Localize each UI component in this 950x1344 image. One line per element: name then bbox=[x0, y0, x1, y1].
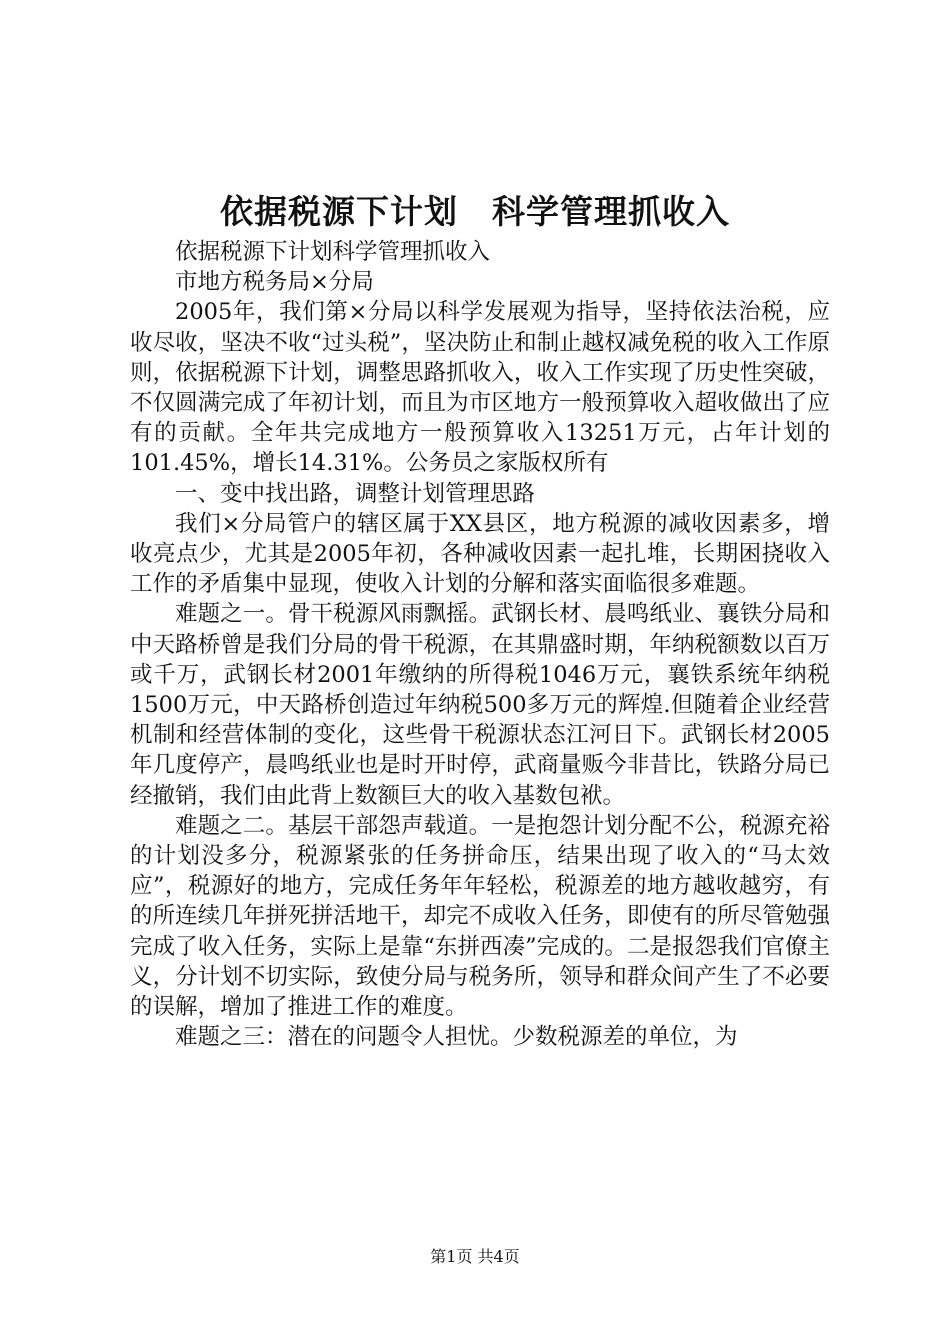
paragraph-author: 市地方税务局×分局 bbox=[175, 269, 374, 296]
section-heading: 一、变中找出路，调整计划管理思路 bbox=[175, 480, 536, 507]
document-title: 依据税源下计划 科学管理抓收入 bbox=[220, 192, 730, 231]
page-footer: 第1页 共4页 bbox=[430, 1247, 520, 1266]
paragraph: 2005年，我们第×分局以科学发展观为指导，坚持依法治税，应收尽收，坚决不收“过头税”，坚决防止和制止越权减免税的收入工作原则，依据税源下计划，调整思路抓收入，收入工作实现了历史性突破，不仅圆满完成了年初计划，而且为市区地方一般预算收入超收做出了应有的贡献。全年共完成地方一般预算收入13251万元，占年计划的101.45%，增长14.31%。公务员之家版权所有 bbox=[130, 299, 830, 477]
paragraph: 难题之三：潜在的问题令人担忧。少数税源差的单位，为 bbox=[175, 1024, 738, 1051]
paragraph: 难题之二。基层干部怨声载道。一是抱怨计划分配不公，税源充裕的计划没多分，税源紧张的任务拼命压，结果出现了收入的“马太效应”，税源好的地方，完成任务年年轻松，税源差的地方越收越穷，有的所连续几年拼死拼活地干，却完不成收入任务，即使有的所尽管勉强完成了收入任务，实际上是靠“东拼西凑”完成的。二是报怨我们官僚主义，分计划不切实际，致使分局与税务所，领导和群众间产生了不必要的误解，增加了推进工作的难度。 bbox=[130, 812, 830, 1021]
document-body bbox=[130, 237, 830, 1052]
paragraph: 我们×分局管户的辖区属于XX县区，地方税源的减收因素多，增收亮点少，尤其是2005年初，各种减收因素一起扎堆，长期困挠收入工作的矛盾集中显现，使收入计划的分解和落实面临很多难题。 bbox=[130, 510, 830, 598]
paragraph: 难题之一。骨干税源风雨飘摇。武钢长材、晨鸣纸业、襄铁分局和中天路桥曾是我们分局的骨干税源，在其鼎盛时期，年纳税额数以百万或千万，武钢长材2001年缴纳的所得税1046万元，襄铁系统年纳税1500万元，中天路桥创造过年纳税500多万元的辉煌.但随着企业经营机制和经营体制的变化，这些骨干税源状态江河日下。武钢长材2005年几度停产，晨鸣纸业也是时开时停，武商量贩今非昔比，铁路分局已经撤销，我们由此背上数额巨大的收入基数包袱。 bbox=[130, 601, 830, 809]
paragraph-subtitle: 依据税源下计划科学管理抓收入 bbox=[175, 239, 491, 265]
